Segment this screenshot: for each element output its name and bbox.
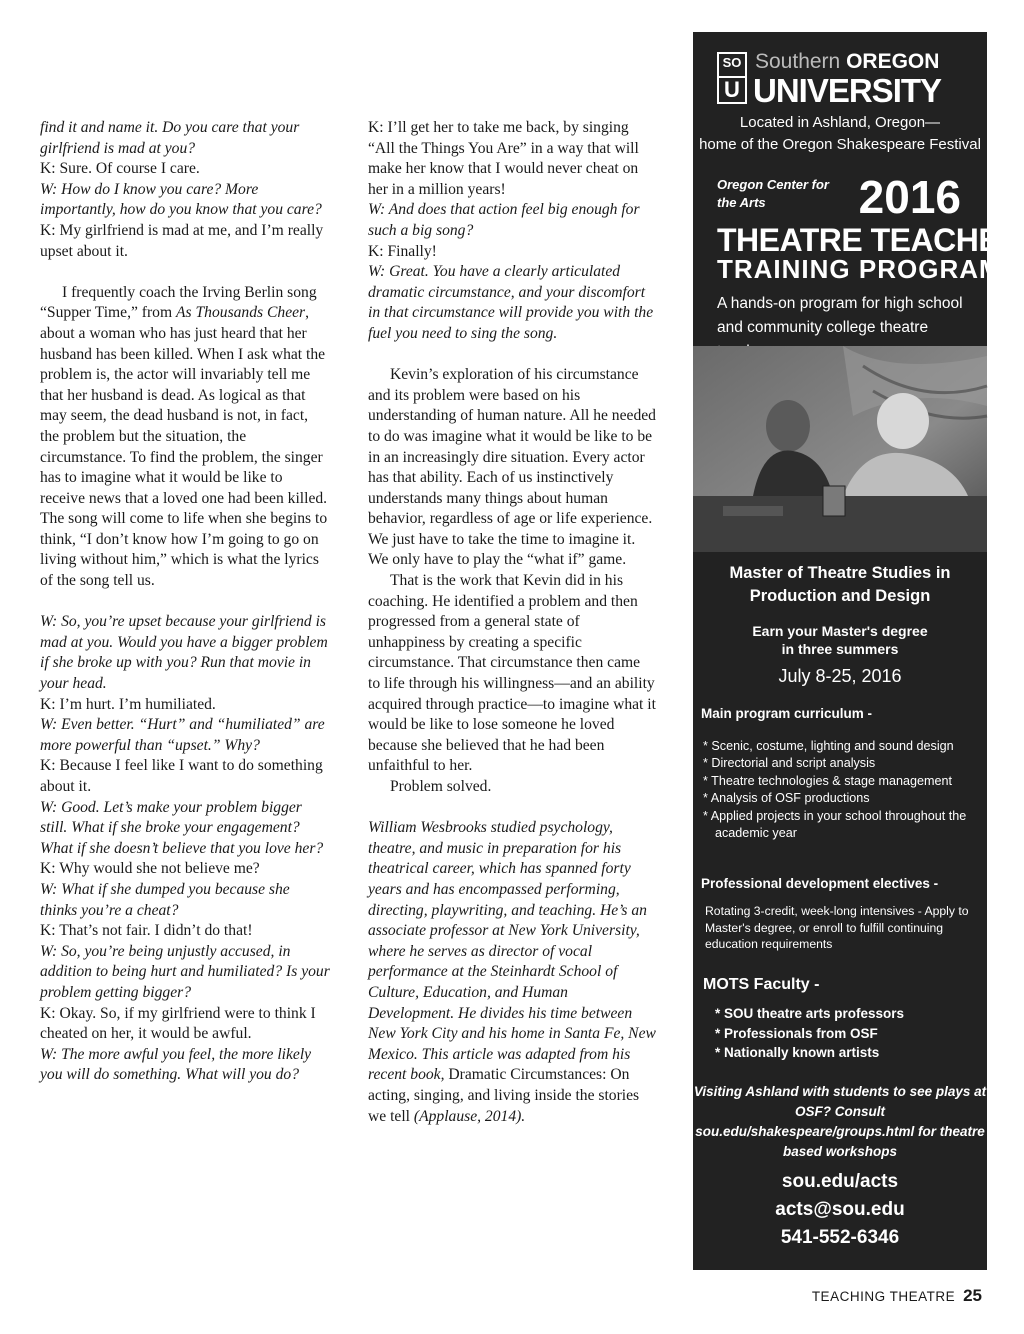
sou-advertisement bbox=[693, 32, 1022, 1270]
article-paragraph: K: Okay. So, if my girlfriend were to think I cheated on her, it would be awful. bbox=[40, 1004, 316, 1043]
page-number: 25 bbox=[963, 1286, 982, 1305]
article-paragraph: William Wesbrooks studied psychology, theatre, and music in preparation for his theatrical career, which has spanned forty years and has encompassed performing, directing, playwriting, and teaching. He’s an associate professor at New York University, where he serves as director of vocal performance at the Steinhardt School of Culture, Education, and Human Development. He divides his time between New York City and his home in Santa Fe, New Mexico. This article was adapted from his recent book, Dramatic Circumstances: On acting, singing, and living inside the stories we tell (Applause, 2014). bbox=[368, 819, 656, 1125]
article-paragraph: K: My girlfriend is mad at me, and I’m really upset about it. bbox=[40, 221, 324, 260]
earn-line-1: Earn your Master's degree bbox=[752, 623, 928, 639]
earn-line-2: in three summers bbox=[781, 641, 899, 657]
article-paragraph: K: Why would she not believe me? bbox=[40, 860, 260, 878]
list-item: * SOU theatre arts professors bbox=[715, 1006, 905, 1021]
article-paragraph: W: So, you’re upset because your girlfriend is mad at you. Would you have a bigger problem if she broke up with you? Run that movie in your head. bbox=[40, 613, 328, 693]
list-item: * Nationally known artists bbox=[715, 1045, 880, 1060]
location-line-1: Located in Ashland, Oregon— bbox=[739, 114, 941, 131]
article-paragraph: W: Good. Let’s make your problem bigger still. What if she broke your engagement? What if she doesn’t believe that you love her? bbox=[40, 798, 324, 857]
article-paragraph: K: That’s not fair. I didn’t do that! bbox=[40, 922, 253, 940]
article-paragraph: W: What if she dumped you because she thinks you’re a cheat? bbox=[40, 880, 290, 919]
masters-line-2: Production and Design bbox=[749, 587, 931, 605]
article-paragraph: K: Finally! bbox=[368, 242, 437, 260]
logo-line-1 bbox=[755, 50, 939, 74]
masters-line-1: Master of Theatre Studies in bbox=[729, 564, 951, 582]
article-paragraph: Kevin’s exploration of his circumstance and its problem were based on his understanding of human nature. All he needed to do was imagine what it would be like to be in an increasingly dire situation. Every actor has that ability. Each of us instinctively understands many things about human behavior, regardless of age or life experience. We just have to take the time to imagine it. We only have to play the “what if” game. bbox=[368, 366, 656, 569]
visit-ashland-note: Visiting Ashland with students to see plays at OSF? Consult sou.edu/shakespeare/groups.html for theatre based workshops bbox=[693, 1084, 987, 1159]
paragraph-gap bbox=[40, 592, 330, 613]
masters-title bbox=[693, 562, 987, 608]
article-paragraph: That is the work that Kevin did in his coaching. He identified a problem and then progressed from a general state of unhappiness by creating a specific circumstance. That circumstance then came to life through his willingness—and an ability acquired through practice—to imagine what it would be like to lose someone he loved because she believed that he had been unfaithful to her. bbox=[368, 572, 656, 775]
curriculum-heading: Main program curriculum - bbox=[701, 706, 873, 721]
list-item: * Professionals from OSF bbox=[715, 1025, 878, 1041]
list-item: * Directorial and script analysis bbox=[703, 756, 876, 771]
logo-u: U bbox=[719, 76, 745, 102]
earn-degree bbox=[693, 622, 987, 658]
center-name: Oregon Center for the Arts bbox=[717, 177, 829, 210]
list-item: * Analysis of OSF productions bbox=[703, 791, 870, 806]
paragraph-gap bbox=[368, 345, 656, 366]
list-item: * Scenic, costume, lighting and sound design bbox=[703, 739, 954, 753]
location bbox=[693, 112, 987, 156]
website-link[interactable]: sou.edu/acts bbox=[781, 1171, 899, 1192]
article-paragraph: K: I’m hurt. I’m humiliated. bbox=[40, 695, 216, 713]
article-paragraph: W: So, you’re being unjustly accused, in addition to being hurt and humiliated? Is your problem getting bigger? bbox=[40, 942, 330, 1001]
location-line-2: home of the Oregon Shakespeare Festival bbox=[699, 136, 981, 153]
logo-university: UNIVERSITY bbox=[753, 72, 942, 109]
list-item: * Theatre technologies & stage management bbox=[703, 773, 953, 788]
article-paragraph: W: Great. You have a clearly articulated dramatic circumstance, and your discomfort in that circumstance will provide you with the fuel you need to sing the song. bbox=[368, 263, 654, 342]
article-column-2 bbox=[368, 118, 656, 1127]
faculty-list bbox=[715, 1004, 904, 1063]
program-tagline: A hands-on program for high school and community college theatre bbox=[717, 295, 963, 336]
curriculum-list bbox=[703, 738, 987, 842]
program-title-line-1: THEATRE TEACHER bbox=[717, 222, 1022, 258]
article-paragraph: W: How do I know you care? More importantly, how do you know that you care? bbox=[40, 180, 322, 219]
faculty-heading: MOTS Faculty - bbox=[703, 976, 820, 993]
teachers-painting-photo bbox=[693, 346, 987, 552]
contact-info bbox=[693, 1168, 987, 1252]
logo-southern: Southern bbox=[755, 50, 841, 73]
paragraph-gap bbox=[40, 262, 330, 283]
article-paragraph: W: The more awful you feel, the more likely you will do something. What will you do? bbox=[40, 1045, 312, 1084]
article-paragraph: K: Because I feel like I want to do something about it. bbox=[40, 757, 323, 795]
article-paragraph: Problem solved. bbox=[390, 778, 492, 795]
article-paragraph: I frequently coach the Irving Berlin song “Supper Time,” from As Thousands Cheer, about a woman who has just heard that her husband has been killed. When I ask what the problem is, the actor will invariably tell me that her husband is dead. As logical as that may seem, the dead husband is not, in fact, the problem but the situation, the circumstance. To find the problem, the singer has to imagine what it would be like to receive news that a loved one had been killed. The song will come to life when she begins to think, “I don’t know how I’m going to go on living without him,” which is what the lyrics of the song tell us. bbox=[40, 283, 328, 590]
sou-logo-mark bbox=[717, 52, 747, 104]
article-paragraph: find it and name it. Do you care that your girlfriend is mad at you? bbox=[40, 119, 300, 157]
article-column-1 bbox=[40, 118, 330, 1086]
article-paragraph: W: Even better. “Hurt” and “humiliated” are more powerful than “upset.” Why? bbox=[40, 716, 325, 754]
logo-oregon: OREGON bbox=[840, 50, 940, 73]
article-paragraph: W: And does that action feel big enough for such a big song? bbox=[368, 201, 640, 239]
phone-number: 541-552-6346 bbox=[780, 1227, 900, 1248]
paragraph-gap bbox=[368, 798, 656, 819]
list-item: * Applied projects in your school throughout the academic year bbox=[703, 808, 967, 841]
article-paragraph: K: I’ll get her to take me back, by singing “All the Things You Are” in a way that will make her know that I would never cheat on her in a million years! bbox=[368, 119, 639, 198]
sou-logo bbox=[717, 50, 967, 108]
article-paragraph: K: Sure. Of course I care. bbox=[40, 160, 200, 178]
electives-heading: Professional development electives - bbox=[701, 876, 939, 891]
email-link[interactable]: acts@sou.edu bbox=[775, 1199, 905, 1220]
program-year: 2016 bbox=[858, 171, 961, 223]
page-footer bbox=[812, 1286, 982, 1306]
program-title-line-2: TRAINING PROGRAM bbox=[717, 254, 1002, 284]
electives-text: Rotating 3-credit, week-long intensives - Apply to Master's degree, or enroll to fulfill continuing education requirements bbox=[705, 904, 969, 952]
publication-name: TEACHING THEATRE bbox=[811, 1289, 956, 1304]
logo-so: SO bbox=[722, 55, 742, 70]
program-dates: July 8-25, 2016 bbox=[778, 666, 902, 686]
